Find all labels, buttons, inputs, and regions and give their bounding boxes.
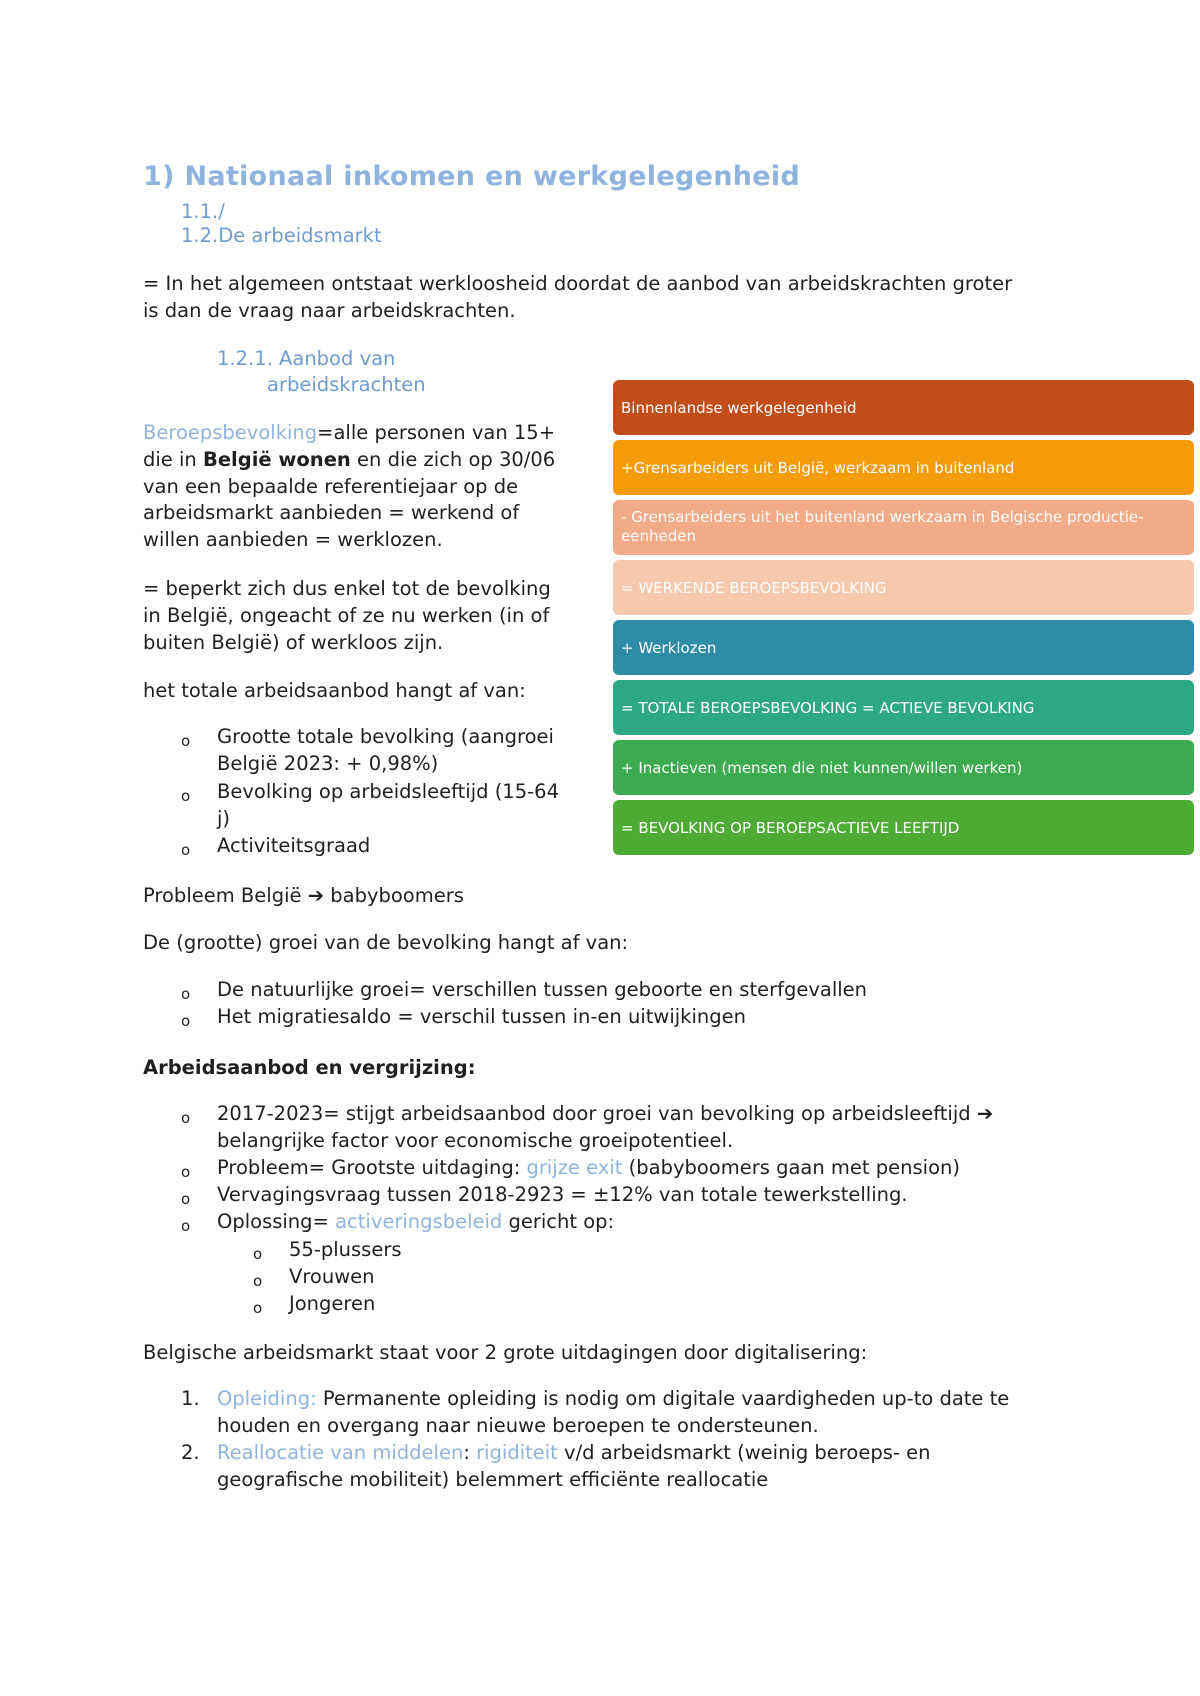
aging-text: 2017-2023= stijgt arbeidsaanbod door groei van bevolking op arbeidsleeftijd [217, 1102, 977, 1125]
limit-line-2: in België, ongeacht of ze nu werken (in of [143, 604, 550, 627]
bullet-2-line-2: j) [217, 807, 231, 830]
aging-bullet-4 [217, 1209, 614, 1236]
problem-line [143, 883, 464, 910]
bullet-marker: o [181, 1163, 191, 1181]
diagram-row-inactive: + Inactieven (mensen die niet kunnen/willen werken) [613, 740, 1194, 795]
limit-line-1: = beperkt zich dus enkel tot de bevolking [143, 577, 551, 600]
numbered-2-line-2: geografische mobiliteit) belemmert efficiënte reallocatie [217, 1468, 769, 1491]
target-youth: Jongeren [289, 1292, 376, 1315]
definition-line-5: willen aanbieden = werklozen. [143, 528, 443, 551]
definition-text: die in [143, 448, 203, 471]
diagram-row-unemployed: + Werklozen [613, 620, 1194, 675]
activation-policy-link[interactable]: activeringsbeleid [335, 1210, 503, 1233]
bullet-1-line-1: Grootte totale bevolking (aangroei [217, 725, 554, 748]
rigidity-link[interactable]: rigiditeit [476, 1441, 558, 1464]
subsection-number: 1.2.1. [217, 347, 273, 370]
aging-bullet-1-line-2: belangrijke factor voor economische groeipotentieel. [217, 1129, 734, 1152]
bullet-marker: o [181, 1190, 191, 1208]
problem-text: Probleem België [143, 884, 308, 907]
bullet-2-line-1: Bevolking op arbeidsleeftijd (15-64 [217, 780, 559, 803]
definition-line-1 [143, 420, 555, 447]
diagram-row-domestic-employment: Binnenlandse werkgelegenheid [613, 380, 1194, 435]
depends-line: het totale arbeidsaanbod hangt af van: [143, 679, 526, 702]
numbered-1-line-1 [217, 1386, 1009, 1413]
bullet-marker: o [181, 787, 191, 805]
growth-line: De (grootte) groei van de bevolking hangt af van: [143, 931, 629, 954]
arrow-icon: ➔ [976, 1102, 994, 1125]
aging-text: gericht op: [502, 1210, 615, 1233]
aging-heading: Arbeidsaanbod en vergrijzing: [143, 1056, 476, 1079]
definition-line-3: van een bepaalde referentiejaar op de [143, 475, 519, 498]
aging-text: (babyboomers gaan met pension) [622, 1156, 960, 1179]
section-heading-1-1: 1.1./ [181, 200, 225, 223]
numbered-text: v/d arbeidsmarkt (weinig beroeps- en [557, 1441, 931, 1464]
bullet-marker: o [181, 841, 191, 859]
bullet-marker: o [181, 985, 191, 1003]
bullet-3: Activiteitsgraad [217, 834, 371, 857]
subsection-title-2: arbeidskrachten [267, 373, 426, 396]
definition-line-2 [143, 447, 555, 474]
aging-bullet-1-line-1 [217, 1101, 993, 1128]
definition-text: en die zich op 30/06 [350, 448, 556, 471]
numbered-text: Permanente opleiding is nodig om digitale vaardigheden up-to date te [316, 1387, 1010, 1410]
problem-text-end: babyboomers [324, 884, 464, 907]
aging-text: Oplossing= [217, 1210, 336, 1233]
sub-bullet-marker: o [253, 1299, 263, 1317]
diagram-row-border-workers-out: +Grensarbeiders uit België, werkzaam in buitenland [613, 440, 1194, 495]
grey-exit-link[interactable]: grijze exit [526, 1156, 623, 1179]
bullet-marker: o [181, 1109, 191, 1127]
definition-text: =alle personen van 15+ [317, 421, 556, 444]
chapter-number: 1) [143, 161, 175, 192]
bullet-1-line-2: België 2023: + 0,98%) [217, 752, 439, 775]
bullet-marker: o [181, 732, 191, 750]
intro-line-1: = In het algemeen ontstaat werkloosheid doordat de aanbod van arbeidskrachten groter [143, 272, 1013, 295]
growth-bullet-1: De natuurlijke groei= verschillen tussen geboorte en sterfgevallen [217, 978, 868, 1001]
intro-line-2: is dan de vraag naar arbeidskrachten. [143, 299, 516, 322]
chapter-title [143, 161, 800, 192]
term-link[interactable]: Beroepsbevolking [143, 421, 318, 444]
numbered-2-marker: 2. [181, 1441, 200, 1464]
aging-bullet-2 [217, 1155, 960, 1182]
digital-line: Belgische arbeidsmarkt staat voor 2 grote uitdagingen door digitalisering: [143, 1341, 868, 1364]
target-55-plus: 55-plussers [289, 1238, 402, 1261]
diagram-row-border-workers-in: - Grensarbeiders uit het buitenland werkzaam in Belgische productie-eenheden [613, 500, 1194, 555]
numbered-1-marker: 1. [181, 1387, 200, 1410]
chapter-title-text: Nationaal inkomen en werkgelegenheid [184, 161, 801, 192]
sub-bullet-marker: o [253, 1245, 263, 1263]
subsection-heading [217, 347, 395, 370]
limit-line-3: buiten België) of werkloos zijn. [143, 631, 444, 654]
growth-bullet-2: Het migratiesaldo = verschil tussen in-en uitwijkingen [217, 1005, 746, 1028]
definition-bold: België wonen [202, 448, 351, 471]
target-women: Vrouwen [289, 1265, 375, 1288]
numbered-text: : [463, 1441, 477, 1464]
sub-bullet-marker: o [253, 1272, 263, 1290]
subsection-title-1: Aanbod van [279, 347, 396, 370]
diagram-row-working-population: = WERKENDE BEROEPSBEVOLKING [613, 560, 1194, 615]
section-heading-1-2: 1.2.De arbeidsmarkt [181, 224, 382, 247]
arrow-icon: ➔ [307, 884, 325, 907]
bullet-marker: o [181, 1217, 191, 1235]
bullet-marker: o [181, 1012, 191, 1030]
diagram-row-total-labour-force: = TOTALE BEROEPSBEVOLKING = ACTIEVE BEVOLKING [613, 680, 1194, 735]
diagram-row-working-age-population: = BEVOLKING OP BEROEPSACTIEVE LEEFTIJD [613, 800, 1194, 855]
training-link[interactable]: Opleiding: [217, 1387, 317, 1410]
numbered-1-line-2: houden en overgang naar nieuwe beroepen te ondersteunen. [217, 1414, 819, 1437]
reallocation-link[interactable]: Reallocatie van middelen [217, 1441, 464, 1464]
numbered-2-line-1 [217, 1440, 930, 1467]
aging-bullet-3: Vervagingsvraag tussen 2018-2923 = ±12% van totale tewerkstelling. [217, 1183, 908, 1206]
definition-line-4: arbeidsmarkt aanbieden = werkend of [143, 501, 520, 524]
aging-text: Probleem= Grootste uitdaging: [217, 1156, 527, 1179]
